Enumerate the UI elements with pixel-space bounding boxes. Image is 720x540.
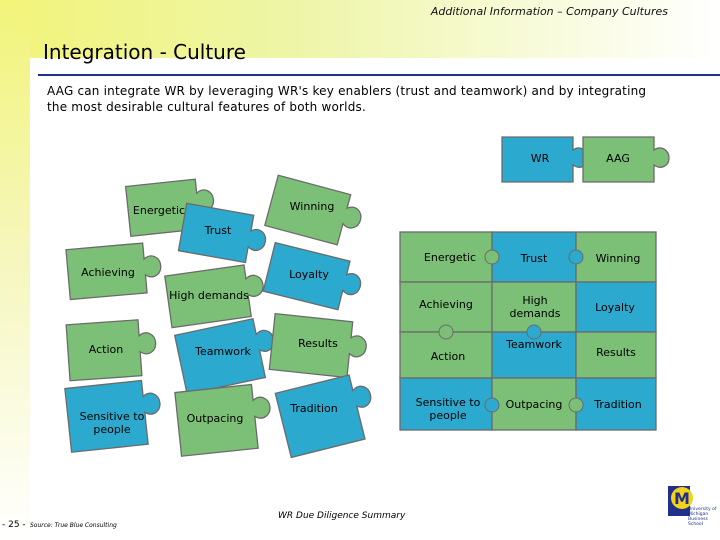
label-sensitive: Sensitive to people — [79, 410, 145, 436]
grid-label-sensitive: Sensitive to people — [415, 396, 481, 422]
slide-title: Integration - Culture — [43, 40, 246, 64]
label-results: Results — [298, 337, 338, 350]
grid-label-results: Results — [596, 346, 636, 359]
label-tradition: Tradition — [290, 402, 338, 415]
legend-aag-label: AAG — [606, 152, 630, 165]
grid-label-tradition: Tradition — [594, 398, 642, 411]
grid-label-high-demands: High demands — [509, 294, 561, 320]
legend-wr-label: WR — [530, 152, 550, 165]
grid-label-energetic: Energetic — [423, 251, 477, 264]
logo-caption: University of Michigan Business School — [688, 507, 717, 527]
intro-text: AAG can integrate WR by leveraging WR's key enablers (trust and teamwork) and by integrating the most desirable cultural features of both worlds. — [47, 84, 647, 114]
label-energetic: Energetic — [132, 204, 186, 217]
label-outpacing: Outpacing — [186, 412, 244, 425]
section-header: Additional Information – Company Cultures — [430, 5, 668, 18]
grid-label-loyalty: Loyalty — [595, 301, 635, 314]
grid-label-achieving: Achieving — [419, 298, 473, 311]
label-winning: Winning — [289, 200, 335, 213]
grid-label-action: Action — [430, 350, 466, 363]
svg-text:M: M — [674, 489, 690, 508]
grid-knob — [527, 325, 541, 339]
label-achieving: Achieving — [81, 266, 135, 279]
grid-label-teamwork: Teamwork — [506, 338, 562, 351]
grid-label-outpacing: Outpacing — [505, 398, 563, 411]
grid-knob — [439, 325, 453, 339]
grid-label-winning: Winning — [595, 252, 641, 265]
label-trust: Trust — [204, 224, 232, 237]
label-teamwork: Teamwork — [195, 345, 251, 358]
source-note: Source: True Blue Consulting — [30, 522, 117, 529]
footer-summary: WR Due Diligence Summary — [278, 511, 406, 521]
label-action: Action — [88, 343, 124, 356]
label-loyalty: Loyalty — [289, 268, 329, 281]
label-high-demands: High demands — [169, 289, 249, 302]
page-number: - 25 - — [2, 520, 26, 530]
grid-label-trust: Trust — [520, 252, 548, 265]
